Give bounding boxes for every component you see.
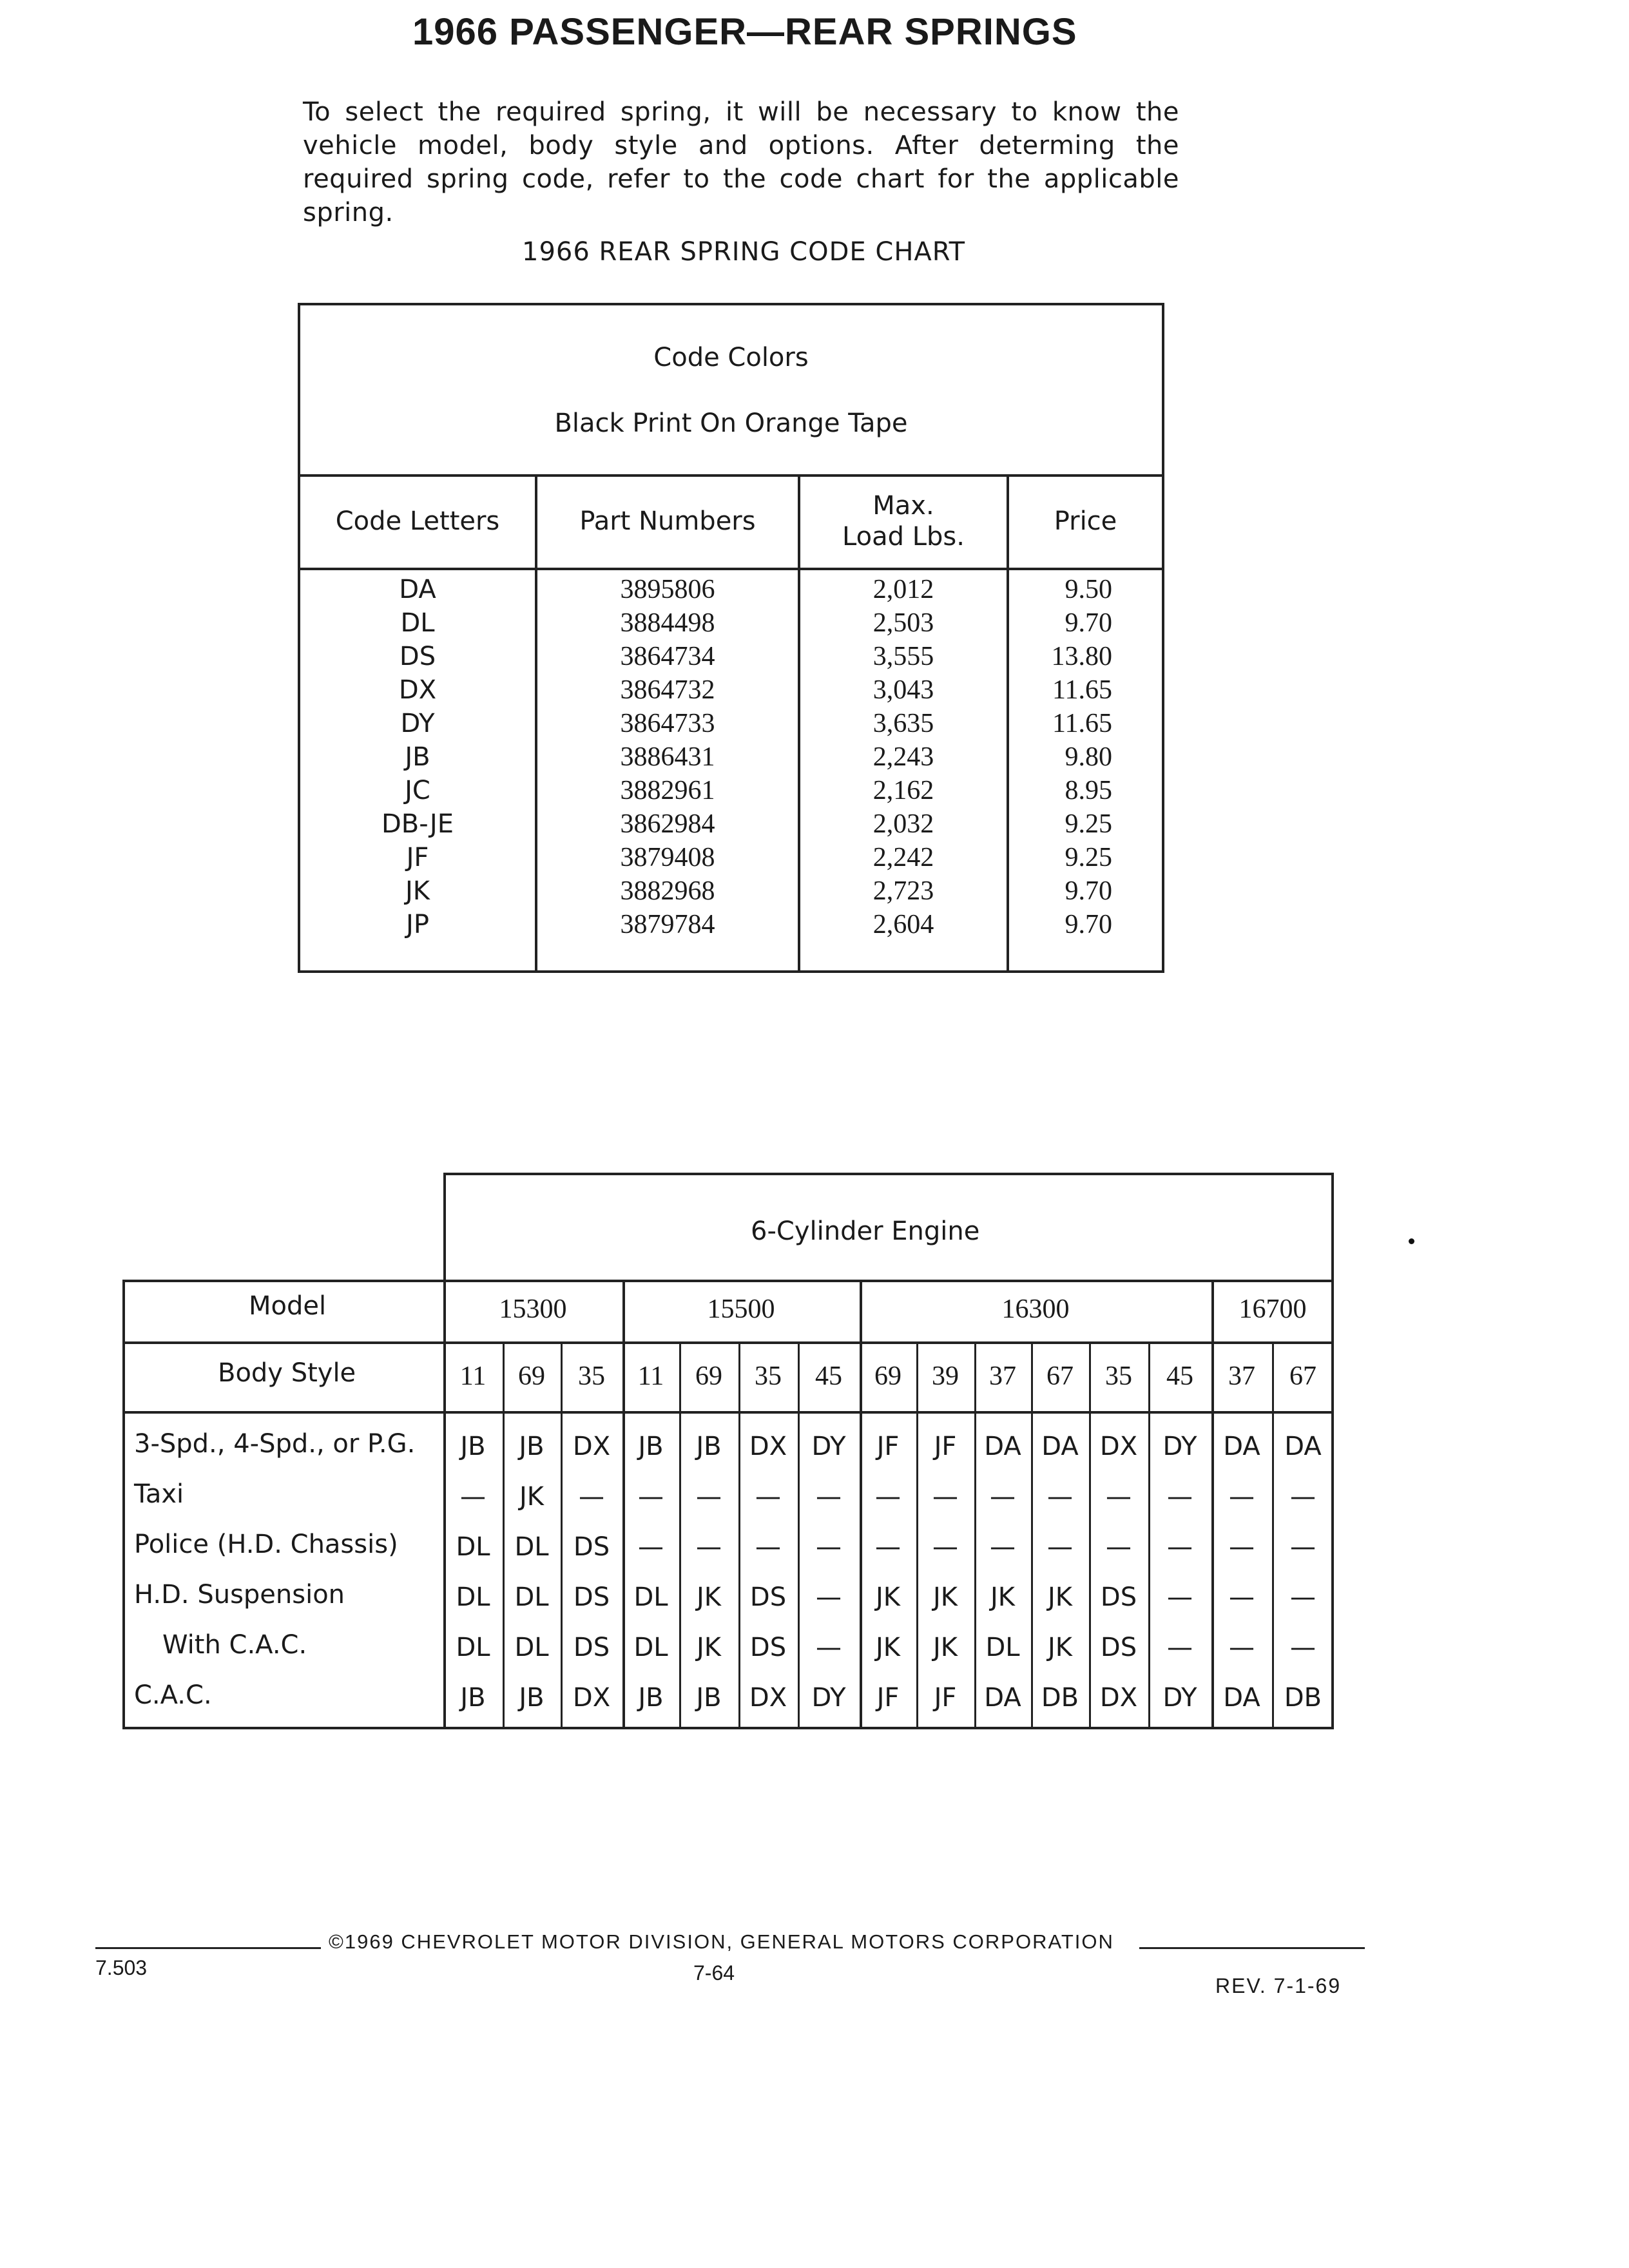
spring-code-cell: — — [816, 1582, 842, 1612]
spring-code-cell: JK — [1047, 1633, 1073, 1662]
part-number-cell: 3879784 — [620, 910, 715, 939]
spring-code-cell: DX — [749, 1432, 787, 1461]
code-colors-label: Code Colors — [653, 343, 809, 372]
spring-code-cell: — — [1290, 1532, 1316, 1562]
column-header-code-letters: Code Letters — [335, 506, 500, 536]
spring-code-cell: JK — [519, 1482, 545, 1512]
part-number-cell: 3882968 — [620, 876, 715, 906]
part-number-cell: 3864734 — [620, 642, 715, 671]
body-style-code: 11 — [637, 1361, 664, 1391]
max-load-cell: 2,242 — [872, 843, 934, 872]
price-cell: 9.25 — [1065, 809, 1112, 839]
option-label: Police (H.D. Chassis) — [134, 1530, 398, 1559]
code-letter-cell: DY — [400, 709, 435, 738]
spring-code-cell: — — [1106, 1532, 1132, 1562]
spring-code-cell: JB — [696, 1432, 722, 1461]
spring-code-cell: DL — [633, 1633, 668, 1662]
body-style-code: 69 — [518, 1361, 545, 1391]
spring-code-cell: — — [990, 1532, 1016, 1562]
max-load-cell: 3,555 — [872, 642, 934, 671]
spring-code-cell: — — [1229, 1482, 1255, 1512]
spring-code-cell: — — [1167, 1582, 1193, 1612]
spring-code-cell: DA — [1041, 1432, 1079, 1461]
code-chart-body — [300, 568, 1162, 970]
spring-code-cell: JK — [696, 1633, 722, 1662]
body-style-code: 45 — [1166, 1361, 1193, 1391]
part-number-cell: 3879408 — [620, 843, 715, 872]
spring-code-cell: — — [1290, 1582, 1316, 1612]
column-header-part-numbers: Part Numbers — [579, 506, 756, 536]
body-style-code: 69 — [695, 1361, 722, 1391]
intro-paragraph: To select the required spring, it will be necessary to know the vehicle model, body style and options. After determing the required spring code, refer to the code chart for the applicable spring. — [303, 97, 1179, 227]
spring-code-cell: — — [1106, 1482, 1132, 1512]
body-style-code: 35 — [1105, 1361, 1132, 1391]
code-letter-cell: DS — [399, 642, 436, 671]
spring-code-cell: DL — [514, 1582, 549, 1612]
spring-code-cell: DA — [1284, 1432, 1322, 1461]
price-column — [1009, 573, 1112, 941]
code-colors-value: Black Print On Orange Tape — [554, 408, 908, 438]
spring-code-cell: DL — [985, 1633, 1020, 1662]
spring-code-cell: DS — [1100, 1582, 1137, 1612]
footer-rule — [1139, 1947, 1365, 1949]
spring-code-cell: DY — [811, 1432, 846, 1461]
spring-code-cell: JK — [696, 1582, 722, 1612]
spring-code-cell: JB — [519, 1432, 545, 1461]
spring-code-cell: — — [1047, 1482, 1073, 1512]
price-cell: 9.80 — [1065, 742, 1112, 772]
body-style-code: 37 — [1228, 1361, 1255, 1391]
option-label: H.D. Suspension — [134, 1580, 345, 1610]
price-cell: 11.65 — [1052, 675, 1112, 705]
part-number-cell: 3864733 — [620, 709, 715, 738]
code-chart-column-headers — [300, 474, 1162, 570]
spring-code-cell: — — [579, 1482, 604, 1512]
body-style-code: 35 — [755, 1361, 782, 1391]
spring-code-cell: — — [1167, 1633, 1193, 1662]
max-load-cell: 2,012 — [872, 575, 934, 604]
option-label: Taxi — [134, 1479, 184, 1509]
max-load-cell: 2,032 — [872, 809, 934, 839]
max-load-cell: 3,043 — [872, 675, 934, 705]
price-cell: 9.70 — [1065, 910, 1112, 939]
table-rule — [122, 1341, 1334, 1344]
spring-code-cell: JK — [932, 1582, 958, 1612]
spring-code-cell: — — [990, 1482, 1016, 1512]
code-letter-cell: DL — [400, 608, 435, 638]
footer-rule — [95, 1947, 321, 1949]
spring-code-cell: — — [1229, 1582, 1255, 1612]
page-number: 7-64 — [693, 1961, 735, 1984]
part-number-cell: 3862984 — [620, 809, 715, 839]
spring-code-cell: DL — [456, 1532, 490, 1562]
model-label: Model — [249, 1291, 327, 1321]
revision-date: REV. 7-1-69 — [1215, 1974, 1342, 1997]
spring-code-cell: DS — [573, 1633, 610, 1662]
spring-code-cell: — — [755, 1532, 781, 1562]
max-load-cell: 2,723 — [872, 876, 934, 906]
spring-code-cell: JK — [1047, 1582, 1073, 1612]
spring-code-cell: DS — [749, 1582, 787, 1612]
spring-code-cell: JK — [875, 1582, 901, 1612]
copyright-notice: ©1969 CHEVROLET MOTOR DIVISION, GENERAL MOTORS CORPORATION — [329, 1930, 1114, 1953]
page-title: 1966 PASSENGER—REAR SPRINGS — [412, 11, 1077, 53]
body-style-code: 39 — [932, 1361, 959, 1391]
option-label: 3-Spd., 4-Spd., or P.G. — [134, 1429, 416, 1459]
spring-code-cell: — — [696, 1532, 722, 1562]
model-number: 15300 — [499, 1294, 567, 1324]
spring-code-cell: DS — [749, 1633, 787, 1662]
code-letter-cell: DX — [398, 675, 437, 705]
spring-code-cell: — — [1290, 1633, 1316, 1662]
spring-code-cell: JB — [638, 1432, 664, 1461]
option-label: C.A.C. — [134, 1680, 212, 1710]
table-rule — [122, 1411, 1334, 1414]
price-cell: 9.70 — [1065, 876, 1112, 906]
spring-code-cell: DX — [572, 1683, 611, 1713]
code-letter-cell: DA — [399, 575, 436, 604]
column-header-price: Price — [1054, 506, 1117, 536]
price-cell: 9.70 — [1065, 608, 1112, 638]
spring-code-cell: — — [932, 1482, 958, 1512]
spring-code-cell: DL — [456, 1582, 490, 1612]
spring-code-cell: DY — [811, 1683, 846, 1713]
spring-code-cell: JB — [460, 1683, 486, 1713]
spring-code-cell: — — [816, 1633, 842, 1662]
code-chart-caption: 1966 REAR SPRING CODE CHART — [522, 237, 966, 267]
code-letter-cell: DB-JE — [381, 809, 454, 839]
spring-code-cell: JB — [638, 1683, 664, 1713]
spring-code-cell: — — [816, 1482, 842, 1512]
spring-code-chart — [298, 303, 1164, 973]
part-number-cell: 3895806 — [620, 575, 715, 604]
section-number: 7.503 — [95, 1956, 148, 1979]
table-rule — [122, 1280, 1334, 1282]
spring-code-cell: JK — [990, 1582, 1016, 1612]
spring-code-cell: JK — [932, 1633, 958, 1662]
body-style-code: 37 — [989, 1361, 1016, 1391]
spring-code-cell: DB — [1284, 1683, 1322, 1713]
spring-code-cell: JF — [934, 1683, 957, 1713]
max-load-column — [800, 573, 1007, 941]
part-number-cell: 3882961 — [620, 776, 715, 805]
spring-code-cell: JK — [875, 1633, 901, 1662]
spring-code-cell: DL — [514, 1532, 549, 1562]
price-cell: 9.25 — [1065, 843, 1112, 872]
spring-code-cell: DA — [1223, 1683, 1260, 1713]
part-number-cell: 3886431 — [620, 742, 715, 772]
price-cell: 13.80 — [1051, 642, 1112, 671]
max-load-cell: 2,243 — [872, 742, 934, 772]
spring-code-cell: — — [816, 1532, 842, 1562]
spring-code-cell: DL — [456, 1633, 490, 1662]
spring-code-cell: — — [460, 1482, 486, 1512]
body-style-code: 45 — [815, 1361, 842, 1391]
part-numbers-column — [537, 573, 798, 941]
spring-code-cell: JF — [934, 1432, 957, 1461]
engine-heading: 6-Cylinder Engine — [751, 1216, 980, 1246]
body-style-code: 11 — [459, 1361, 487, 1391]
body-style-label: Body Style — [218, 1358, 356, 1388]
model-number: 16700 — [1239, 1294, 1307, 1324]
spring-code-cell: DB — [1041, 1683, 1079, 1713]
model-body-style-table — [122, 1173, 1334, 1727]
table-rule — [443, 1173, 1334, 1175]
table-rule — [122, 1727, 1334, 1729]
price-cell: 11.65 — [1052, 709, 1112, 738]
code-letters-column — [300, 573, 535, 941]
spring-code-cell: — — [1047, 1532, 1073, 1562]
spring-code-cell: DS — [573, 1582, 610, 1612]
max-load-cell: 2,604 — [872, 910, 934, 939]
option-label: With C.A.C. — [162, 1630, 307, 1660]
spring-code-cell: — — [1167, 1482, 1193, 1512]
stray-mark — [1409, 1238, 1414, 1244]
part-number-cell: 3884498 — [620, 608, 715, 638]
spring-code-cell: — — [1229, 1532, 1255, 1562]
spring-code-cell: DA — [1223, 1432, 1260, 1461]
spring-code-cell: JF — [876, 1683, 900, 1713]
spring-code-cell: — — [755, 1482, 781, 1512]
spring-code-cell: — — [1167, 1532, 1193, 1562]
price-cell: 9.50 — [1065, 575, 1112, 604]
spring-code-cell: — — [875, 1482, 901, 1512]
spring-code-cell: — — [1229, 1633, 1255, 1662]
max-load-cell: 2,503 — [872, 608, 934, 638]
spring-code-cell: JB — [460, 1432, 486, 1461]
max-load-cell: 3,635 — [872, 709, 934, 738]
column-header-max-load: Max. Load Lbs. — [842, 490, 965, 552]
model-number: 16300 — [1001, 1294, 1070, 1324]
price-cell: 8.95 — [1065, 776, 1112, 805]
code-letter-cell: JK — [405, 876, 430, 906]
code-letter-cell: JC — [405, 776, 430, 805]
spring-code-cell: — — [875, 1532, 901, 1562]
spring-code-cell: DX — [1099, 1683, 1138, 1713]
spring-code-cell: — — [638, 1532, 664, 1562]
spring-code-cell: DL — [514, 1633, 549, 1662]
body-style-code: 35 — [578, 1361, 605, 1391]
spring-code-cell: DS — [573, 1532, 610, 1562]
body-style-code: 67 — [1289, 1361, 1316, 1391]
spring-code-cell: JF — [876, 1432, 900, 1461]
spring-code-cell: JB — [696, 1683, 722, 1713]
code-letter-cell: JP — [406, 910, 429, 939]
table-rule — [122, 1280, 125, 1729]
max-load-cell: 2,162 — [872, 776, 934, 805]
spring-code-cell: DS — [1100, 1633, 1137, 1662]
spring-code-cell: DL — [633, 1582, 668, 1612]
spring-code-cell: DX — [1099, 1432, 1138, 1461]
spring-code-cell: DX — [749, 1683, 787, 1713]
spring-code-cell: DA — [984, 1432, 1021, 1461]
spring-code-cell: — — [696, 1482, 722, 1512]
spring-code-cell: DA — [984, 1683, 1021, 1713]
spring-code-cell: DX — [572, 1432, 611, 1461]
code-chart-heading — [300, 305, 1162, 477]
code-letter-cell: JF — [406, 843, 429, 872]
model-number: 15500 — [707, 1294, 775, 1324]
spring-code-cell: DY — [1162, 1432, 1197, 1461]
spring-code-cell: — — [638, 1482, 664, 1512]
spring-code-cell: DY — [1162, 1683, 1197, 1713]
body-style-code: 69 — [874, 1361, 901, 1391]
part-number-cell: 3864732 — [620, 675, 715, 705]
spring-code-cell: — — [1290, 1482, 1316, 1512]
body-style-code: 67 — [1046, 1361, 1074, 1391]
spring-code-cell: — — [932, 1532, 958, 1562]
spring-code-cell: JB — [519, 1683, 545, 1713]
code-letter-cell: JB — [405, 742, 430, 772]
